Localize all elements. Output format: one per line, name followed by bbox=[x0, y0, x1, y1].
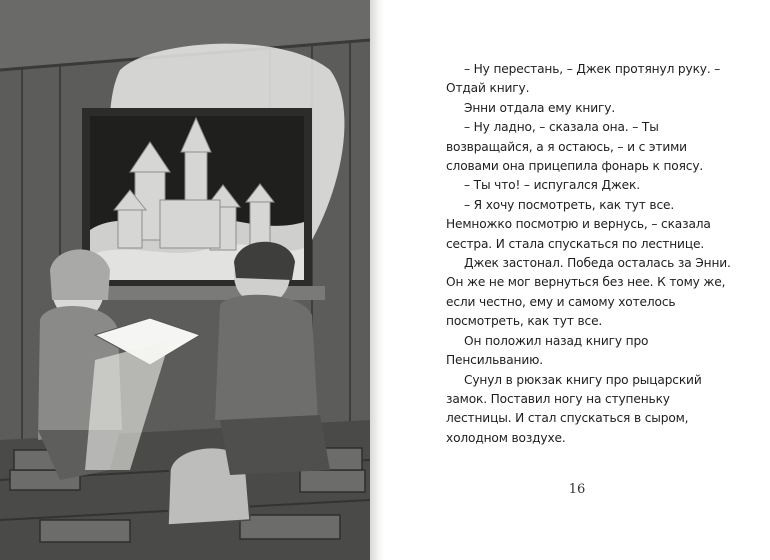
story-text bbox=[446, 60, 736, 448]
book-gutter bbox=[370, 0, 384, 560]
page-number: 16 bbox=[568, 482, 586, 497]
paragraph: – Ты что! – испугался Джек. bbox=[464, 178, 640, 193]
paragraph: Джек застонал. Победа осталась за Энни. Он же не мог вернуться без нее. К тому же, если честно, ему и самому хотелось посмотреть, как тут все. bbox=[446, 256, 731, 329]
treehouse-illustration bbox=[0, 0, 370, 560]
paragraph: Он положил назад книгу про Пенсильванию. bbox=[446, 333, 649, 368]
paragraph: Энни отдала ему книгу. bbox=[464, 100, 616, 115]
illustration-page bbox=[0, 0, 370, 560]
paragraph: – Я хочу посмотреть, как тут все. Немножко посмотрю и вернусь, – сказала сестра. И стала спускаться по лестнице. bbox=[446, 197, 711, 251]
paragraph: Сунул в рюкзак книгу про рыцарский замок. Поставил ногу на ступеньку лестницы. И стал спускаться в сыром, холодном воздухе. bbox=[446, 372, 702, 445]
text-page bbox=[384, 0, 770, 560]
paragraph: – Ну ладно, – сказала она. – Ты возвращайся, а я остаюсь, – и с этими словами она прицепила фонарь к поясу. bbox=[446, 120, 704, 174]
paragraph: – Ну перестань, – Джек протянул руку. – Отдай книгу. bbox=[446, 62, 721, 96]
